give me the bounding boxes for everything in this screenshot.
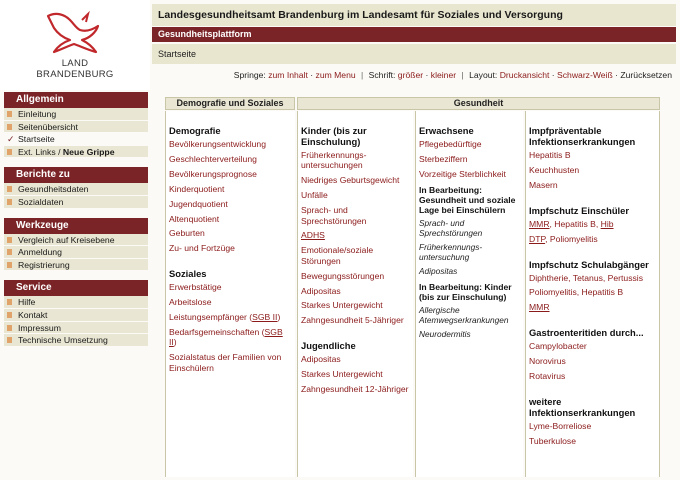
dot-separator: · [615,70,619,80]
platform-bar: Gesundheitsplattform [152,27,676,42]
bullet-icon [7,186,12,192]
accessibility-toolbar [152,70,676,86]
font-smaller-link[interactable]: kleiner [430,70,457,80]
bullet-icon [7,149,12,155]
neue-grippe-label: Neue Grippe [62,146,115,157]
link-mmr[interactable]: MMR [529,302,550,313]
section-title-impfschutz-schulabgaenger: Impfschutz Schulabgänger [529,258,649,270]
link-leistungsempfaenger[interactable]: Leistungsempfänger (SGB II) [169,312,281,323]
link-zahngesundheit-5[interactable]: Zahngesundheit 5-Jähriger [301,315,404,326]
section-title-jugendliche: Jugendliche [301,340,356,352]
logo-text-brandenburg: BRANDENBURG [36,69,114,80]
link-pflegebeduerftige[interactable]: Pflegebedürftige [419,139,482,149]
section-title-soziales: Soziales [169,268,207,280]
link-lyme-borreliose[interactable]: Lyme-Borreliose [529,420,592,431]
sidebar-group-werkzeuge [4,218,148,272]
column-demografie-soziales [165,111,295,477]
bullet-icon [7,262,12,268]
sidebar-item-sozialdaten[interactable]: Sozialdaten [4,196,148,209]
link-kinderquotient[interactable]: Kinderquotient [169,183,225,194]
link-rotavirus[interactable]: Rotavirus [529,371,566,382]
link-sterbeziffern[interactable]: Sterbeziffern [419,153,468,164]
sidebar-heading-berichte: Berichte zu [4,167,148,183]
checkmark-icon: ✓ [7,134,15,145]
link-bevoelkerungsentwicklung[interactable]: Bevölkerungsentwicklung [169,139,266,149]
sidebar-heading-allgemein: Allgemein [4,92,148,108]
link-keuchhusten[interactable]: Keuchhusten [529,164,580,175]
section-title-kinder: Kinder (bis zur Einschulung) [301,125,367,147]
sidebar-item-ext-links[interactable]: Ext. Links / Neue Grippe [4,146,148,159]
link-masern[interactable]: Masern [529,179,558,190]
sidebar-item-einleitung[interactable]: Einleitung [4,108,148,121]
link-untergewicht-kinder[interactable]: Starkes Untergewicht [301,300,383,311]
section-title-impfschutz-einschueler: Impfschutz Einschüler [529,204,630,216]
sgb-ii-abbr: SGB II [252,312,278,323]
link-zu-und-fortzuege[interactable]: Zu- und Fortzüge [169,243,235,254]
section-title-bearbeitung-kinder: In Bearbeitung: Kinder (bis zur Einschulung) [419,282,512,303]
pipe-separator: | [461,70,464,80]
reset-link[interactable]: Zurücksetzen [620,70,672,80]
sidebar-group-allgemein [4,92,148,158]
bullet-icon [7,249,12,255]
link-untergewicht-jugend[interactable]: Starkes Untergewicht [301,369,383,380]
item-adipositas: Adipositas [419,266,458,277]
sidebar-heading-service: Service [4,280,148,296]
link-impfschutz-einschueler-2[interactable]: DTP, Poliomyelitis [529,233,598,244]
sidebar-item-gesundheitsdaten[interactable]: Gesundheitsdaten [4,183,148,196]
link-jugendquotient[interactable]: Jugendquotient [169,198,228,209]
link-zahngesundheit-12[interactable]: Zahngesundheit 12-Jähriger [301,384,409,395]
link-emotionale-stoerungen[interactable]: Emotionale/soziale Störungen [301,245,374,266]
sidebar-item-vergleich[interactable]: Vergleich auf Kreisebene [4,234,148,247]
link-vorzeitige-sterblichkeit[interactable]: Vorzeitige Sterblichkeit [419,168,506,179]
dot-separator: · [310,70,314,80]
breadcrumb: Startseite [152,44,676,64]
sgb-ii-abbr: SGB II [169,326,283,348]
link-adhs[interactable]: ADHS [301,230,325,241]
item-neurodermitis: Neurodermitis [419,329,471,340]
link-tuberkulose[interactable]: Tuberkulose [529,435,576,446]
link-campylobacter[interactable]: Campylobacter [529,341,587,352]
column-kinder-jugendliche [297,111,413,477]
link-adipositas-jugend[interactable]: Adipositas [301,354,341,365]
logo-text-land: LAND [61,58,89,69]
bullet-icon [7,111,12,117]
sidebar-item-seitenuebersicht[interactable]: Seitenübersicht [4,121,148,134]
link-arbeitslose[interactable]: Arbeitslose [169,297,212,308]
link-geschlechterverteilung[interactable]: Geschlechterverteilung [169,153,257,164]
sidebar-item-technische-umsetzung[interactable]: Technische Umsetzung [4,334,148,347]
bullet-icon [7,325,12,331]
bullet-icon [7,237,12,243]
section-title-impfpraeventable: Impfpräventable Infektionserkrankungen [529,125,636,147]
link-diphtherie-tetanus-pertussis[interactable]: Diphtherie, Tetanus, Pertussis [529,272,644,283]
link-sprachstoerungen[interactable]: Sprach- und Sprechstörungen [301,205,367,226]
dot-separator: · [551,70,555,80]
main-content [165,97,660,478]
sidebar-item-kontakt[interactable]: Kontakt [4,309,148,322]
link-frueherkennung[interactable]: Früherkennungs-untersuchungen [301,150,367,171]
jump-to-menu-link[interactable]: zum Menu [315,70,356,80]
dot-separator: · [425,70,429,80]
link-hepatitis-b[interactable]: Hepatitis B [529,150,571,160]
tab-gesundheit[interactable]: Gesundheit [297,97,660,110]
jump-to-content-link[interactable]: zum Inhalt [268,70,308,80]
item-sprachstoerungen: Sprach- und Sprechstörungen [419,218,483,239]
section-title-bearbeitung-einschueler: In Bearbeitung: Gesundheit und soziale Lage bei Einschülern [419,185,516,216]
sidebar-heading-werkzeuge: Werkzeuge [4,218,148,234]
link-geburten[interactable]: Geburten [169,228,205,239]
link-impfschutz-einschueler-1[interactable]: MMR, Hepatitis B, Hib [529,218,614,229]
bullet-icon [7,312,12,318]
link-bevoelkerungsprognose[interactable]: Bevölkerungsprognose [169,168,257,179]
link-niedriges-geburtsgewicht[interactable]: Niedriges Geburtsgewicht [301,175,400,186]
link-sozialstatus[interactable]: Sozialstatus der Familien von Einschülern [169,352,282,373]
mmr-abbr: MMR [529,218,550,229]
section-title-demografie: Demografie [169,125,221,136]
font-bigger-link[interactable]: größer [397,70,424,80]
link-poliomyelitis-hepatitis-b[interactable]: Poliomyelitis, Hepatitis B [529,287,624,298]
sidebar [4,92,148,356]
item-allergische-atemwegserkrankungen: Allergische Atemwegserkrankungen [419,305,509,326]
section-title-weitere-infektionen: weitere Infektionserkrankungen [529,395,636,418]
sidebar-item-startseite[interactable]: ✓ Startseite [4,133,148,146]
brandenburg-logo[interactable] [0,0,150,90]
sidebar-group-berichte [4,167,148,208]
link-unfaelle[interactable]: Unfälle [301,190,328,201]
font-label: Schrift: [368,70,396,80]
sidebar-item-anmeldung[interactable]: Anmeldung [4,246,148,259]
bullet-icon [7,199,12,205]
layout-label: Layout: [469,70,498,80]
link-altenquotient[interactable]: Altenquotient [169,213,220,224]
sidebar-item-hilfe[interactable]: Hilfe [4,296,148,309]
section-title-erwachsene: Erwachsene [419,125,474,136]
jump-label: Springe: [233,70,266,80]
link-norovirus[interactable]: Norovirus [529,356,566,367]
dtp-abbr: DTP [529,233,546,244]
print-view-link[interactable]: Druckansicht [499,70,550,80]
sidebar-item-impressum[interactable]: Impressum [4,322,148,335]
tab-demografie-soziales[interactable]: Demografie und Soziales [165,97,295,110]
sidebar-group-service [4,280,148,346]
pipe-separator: | [361,70,364,80]
link-adipositas-kinder[interactable]: Adipositas [301,285,341,296]
link-erwerbstaetige[interactable]: Erwerbstätige [169,282,222,293]
link-bewegungsstoerungen[interactable]: Bewegungsstörungen [301,270,385,281]
link-bedarfsgemeinschaften[interactable]: Bedarfsgemeinschaften (SGB II) [169,326,283,348]
item-frueherkennung: Früherkennungs-untersuchung [419,242,483,263]
bullet-icon [7,299,12,305]
section-title-gastroenteritiden: Gastroenteritiden durch... [529,327,644,339]
page-header-title: Landesgesundheitsamt Brandenburg im Landesamt für Soziales und Versorgung [152,4,676,26]
black-white-link[interactable]: Schwarz-Weiß [557,70,613,80]
sidebar-item-registrierung[interactable]: Registrierung [4,259,148,272]
eagle-icon [42,8,106,58]
bullet-icon [7,124,12,130]
column-infektionen [525,111,660,477]
hib-abbr: Hib [600,218,614,229]
bullet-icon [7,337,12,343]
column-erwachsene [415,111,523,477]
